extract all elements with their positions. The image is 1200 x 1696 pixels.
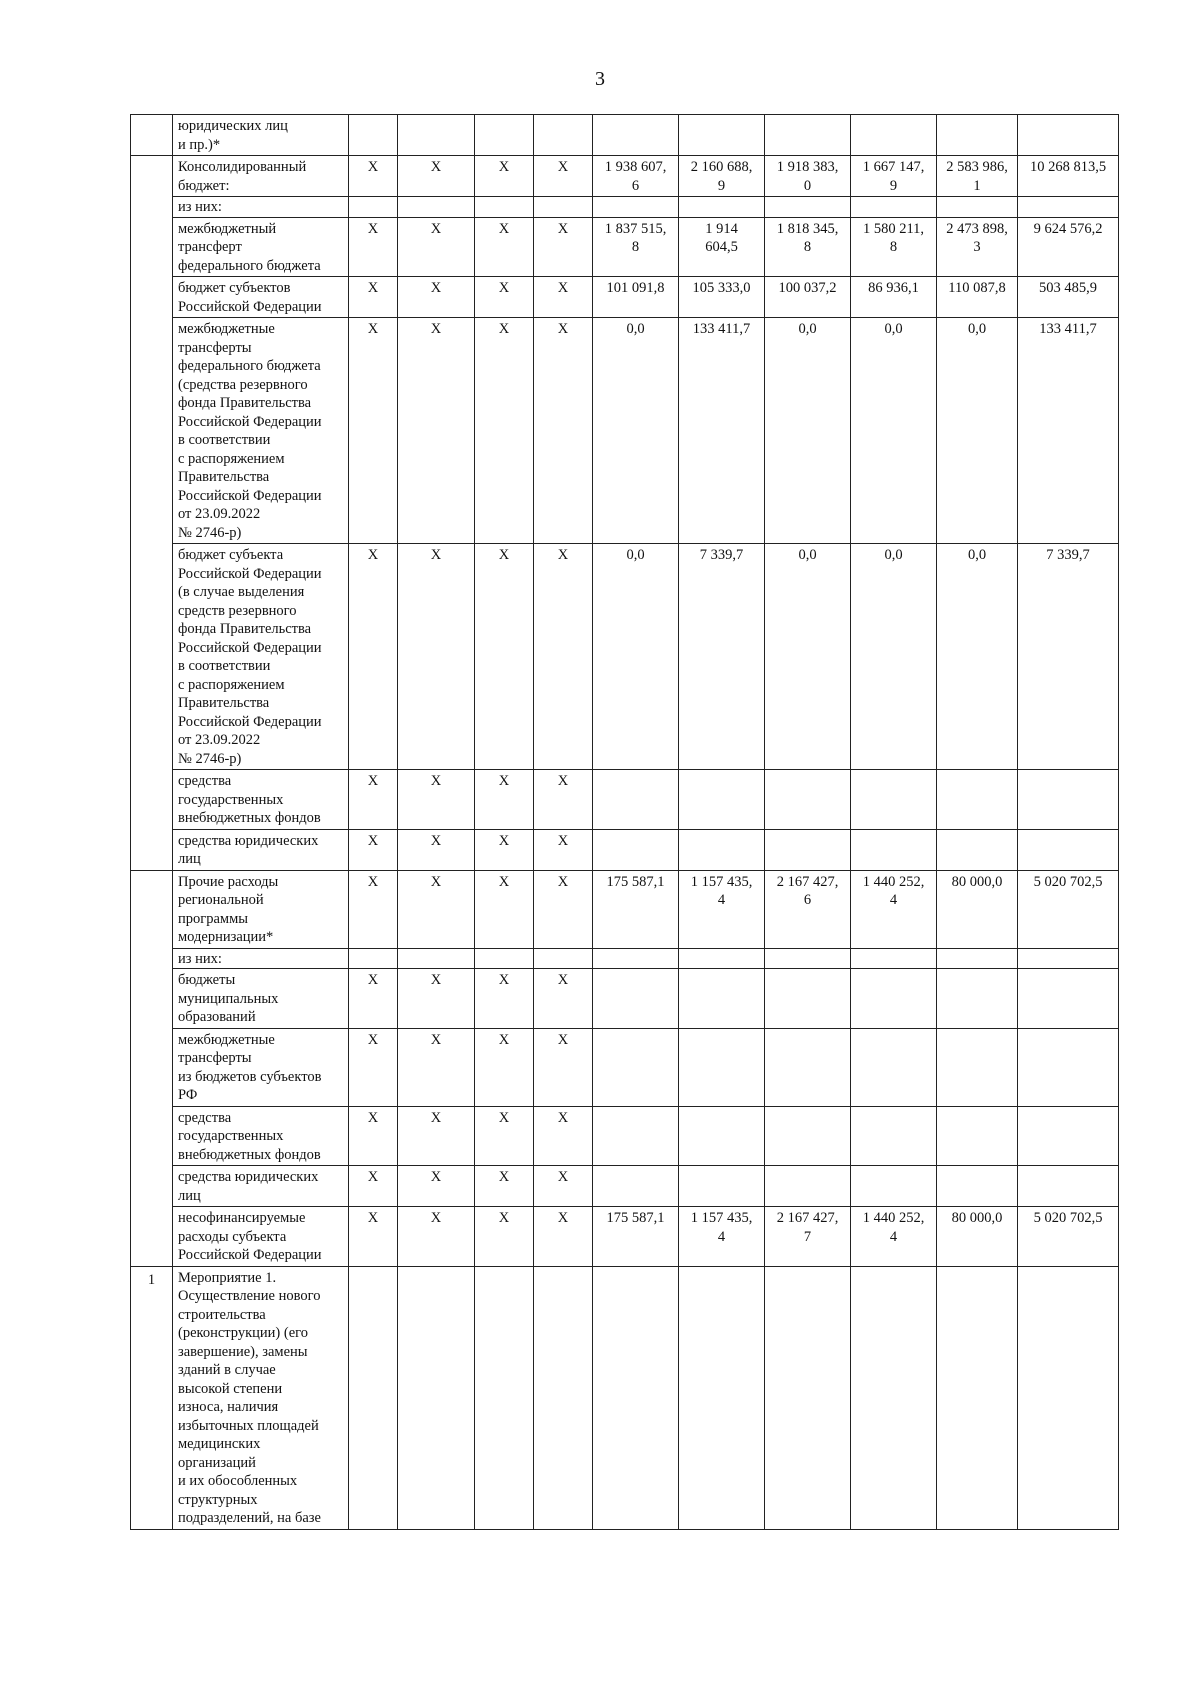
value-cell: 175 587,1: [593, 1207, 679, 1267]
table-row: [131, 1266, 1119, 1529]
value-cell: 0,0: [593, 318, 679, 544]
value-cell: [593, 1106, 679, 1166]
table-row: [131, 829, 1119, 870]
value-cell: [937, 1028, 1018, 1106]
value-cell: [1018, 1166, 1119, 1207]
mark-cell: X: [398, 217, 475, 277]
value-cell: [679, 969, 765, 1029]
row-name-cell: межбюджетные трансферты федерального бюджета (средства резервного фонда Правительства Российской Федерации в соответствии с распоряжением Правительства Российской Федерации от 23.09.2022 № 2746-р): [173, 318, 349, 544]
mark-cell: X: [475, 277, 534, 318]
mark-cell: X: [349, 544, 398, 770]
value-cell: [593, 1166, 679, 1207]
value-cell: [1018, 1028, 1119, 1106]
mark-cell: X: [398, 277, 475, 318]
row-name-cell: Консолидированный бюджет:: [173, 156, 349, 197]
value-cell: [1018, 969, 1119, 1029]
value-cell: [851, 115, 937, 156]
value-cell: [851, 948, 937, 969]
row-name-cell: несофинансируемые расходы субъекта Российской Федерации: [173, 1207, 349, 1267]
mark-cell: [475, 948, 534, 969]
table-row: [131, 197, 1119, 218]
mark-cell: X: [534, 1106, 593, 1166]
value-cell: [937, 197, 1018, 218]
value-cell: 0,0: [851, 318, 937, 544]
value-cell: [937, 969, 1018, 1029]
value-cell: [765, 115, 851, 156]
value-cell: [937, 115, 1018, 156]
mark-cell: X: [534, 1166, 593, 1207]
mark-cell: X: [475, 1106, 534, 1166]
mark-cell: X: [398, 870, 475, 948]
row-name-cell: из них:: [173, 948, 349, 969]
value-cell: 105 333,0: [679, 277, 765, 318]
value-cell: 0,0: [937, 544, 1018, 770]
table-body: [131, 115, 1119, 1530]
value-cell: [593, 969, 679, 1029]
table-row: [131, 1028, 1119, 1106]
mark-cell: X: [534, 829, 593, 870]
row-name-cell: средства юридических лиц: [173, 1166, 349, 1207]
mark-cell: X: [534, 544, 593, 770]
value-cell: 503 485,9: [1018, 277, 1119, 318]
mark-cell: X: [349, 870, 398, 948]
mark-cell: X: [475, 1028, 534, 1106]
mark-cell: X: [398, 1106, 475, 1166]
value-cell: [851, 1166, 937, 1207]
mark-cell: X: [349, 1207, 398, 1267]
mark-cell: X: [398, 318, 475, 544]
mark-cell: [534, 1266, 593, 1529]
mark-cell: X: [349, 1028, 398, 1106]
mark-cell: X: [534, 1028, 593, 1106]
table-row: [131, 1207, 1119, 1267]
value-cell: 101 091,8: [593, 277, 679, 318]
mark-cell: X: [349, 1106, 398, 1166]
value-cell: [593, 197, 679, 218]
value-cell: [851, 197, 937, 218]
mark-cell: X: [534, 217, 593, 277]
mark-cell: [398, 197, 475, 218]
value-cell: 1 440 252, 4: [851, 1207, 937, 1267]
value-cell: [1018, 1106, 1119, 1166]
value-cell: [679, 115, 765, 156]
value-cell: [851, 969, 937, 1029]
row-index-cell: [131, 870, 173, 1266]
mark-cell: [475, 197, 534, 218]
value-cell: 0,0: [937, 318, 1018, 544]
row-name-cell: из них:: [173, 197, 349, 218]
table-row: [131, 1166, 1119, 1207]
mark-cell: [349, 115, 398, 156]
mark-cell: X: [475, 318, 534, 544]
mark-cell: X: [475, 870, 534, 948]
table-row: [131, 277, 1119, 318]
value-cell: [851, 770, 937, 830]
mark-cell: X: [534, 277, 593, 318]
value-cell: [765, 969, 851, 1029]
value-cell: [765, 1028, 851, 1106]
value-cell: [937, 1266, 1018, 1529]
table-row: [131, 870, 1119, 948]
value-cell: 0,0: [851, 544, 937, 770]
value-cell: [937, 1166, 1018, 1207]
value-cell: 175 587,1: [593, 870, 679, 948]
row-name-cell: бюджет субъектов Российской Федерации: [173, 277, 349, 318]
value-cell: [1018, 115, 1119, 156]
value-cell: 0,0: [765, 318, 851, 544]
mark-cell: [534, 115, 593, 156]
value-cell: 110 087,8: [937, 277, 1018, 318]
value-cell: [765, 197, 851, 218]
value-cell: [765, 1106, 851, 1166]
value-cell: [679, 1266, 765, 1529]
value-cell: [1018, 948, 1119, 969]
mark-cell: X: [398, 156, 475, 197]
value-cell: [937, 829, 1018, 870]
table-row: [131, 1106, 1119, 1166]
mark-cell: X: [398, 1207, 475, 1267]
value-cell: 1 580 211, 8: [851, 217, 937, 277]
value-cell: 5 020 702,5: [1018, 1207, 1119, 1267]
value-cell: 80 000,0: [937, 870, 1018, 948]
mark-cell: [398, 1266, 475, 1529]
mark-cell: X: [349, 277, 398, 318]
mark-cell: [349, 948, 398, 969]
value-cell: 80 000,0: [937, 1207, 1018, 1267]
value-cell: 1 157 435, 4: [679, 870, 765, 948]
value-cell: [679, 1166, 765, 1207]
value-cell: [679, 1028, 765, 1106]
value-cell: [679, 1106, 765, 1166]
value-cell: [1018, 770, 1119, 830]
funding-table: [130, 114, 1119, 1530]
mark-cell: X: [475, 969, 534, 1029]
value-cell: 7 339,7: [679, 544, 765, 770]
row-name-cell: межбюджетный трансферт федерального бюджета: [173, 217, 349, 277]
mark-cell: X: [349, 1166, 398, 1207]
value-cell: [1018, 829, 1119, 870]
value-cell: 100 037,2: [765, 277, 851, 318]
mark-cell: X: [349, 318, 398, 544]
table-row: [131, 770, 1119, 830]
mark-cell: X: [349, 969, 398, 1029]
mark-cell: [398, 948, 475, 969]
mark-cell: X: [398, 544, 475, 770]
value-cell: 133 411,7: [679, 318, 765, 544]
value-cell: 9 624 576,2: [1018, 217, 1119, 277]
mark-cell: [349, 197, 398, 218]
value-cell: 1 914 604,5: [679, 217, 765, 277]
value-cell: 1 938 607, 6: [593, 156, 679, 197]
value-cell: 2 167 427, 7: [765, 1207, 851, 1267]
value-cell: [593, 1266, 679, 1529]
row-index-cell: [131, 156, 173, 871]
mark-cell: X: [534, 770, 593, 830]
mark-cell: X: [349, 770, 398, 830]
value-cell: 2 583 986, 1: [937, 156, 1018, 197]
mark-cell: X: [398, 770, 475, 830]
value-cell: [851, 1266, 937, 1529]
value-cell: [679, 948, 765, 969]
mark-cell: X: [398, 1166, 475, 1207]
value-cell: [765, 1266, 851, 1529]
value-cell: 2 160 688, 9: [679, 156, 765, 197]
mark-cell: X: [475, 1207, 534, 1267]
row-name-cell: бюджеты муниципальных образований: [173, 969, 349, 1029]
value-cell: 2 473 898, 3: [937, 217, 1018, 277]
row-name-cell: юридических лиц и пр.)*: [173, 115, 349, 156]
value-cell: 5 020 702,5: [1018, 870, 1119, 948]
mark-cell: [349, 1266, 398, 1529]
row-name-cell: средства государственных внебюджетных фондов: [173, 1106, 349, 1166]
page-number: 3: [595, 68, 605, 90]
mark-cell: X: [534, 969, 593, 1029]
value-cell: 1 837 515, 8: [593, 217, 679, 277]
mark-cell: [475, 1266, 534, 1529]
value-cell: [937, 948, 1018, 969]
value-cell: [851, 1106, 937, 1166]
mark-cell: X: [534, 870, 593, 948]
value-cell: 1 818 345, 8: [765, 217, 851, 277]
mark-cell: X: [398, 969, 475, 1029]
row-name-cell: средства государственных внебюджетных фондов: [173, 770, 349, 830]
mark-cell: X: [475, 829, 534, 870]
value-cell: 1 440 252, 4: [851, 870, 937, 948]
row-index-cell: 1: [131, 1266, 173, 1529]
value-cell: [851, 829, 937, 870]
mark-cell: [398, 115, 475, 156]
value-cell: [765, 829, 851, 870]
mark-cell: X: [534, 318, 593, 544]
row-name-cell: Мероприятие 1. Осуществление нового строительства (реконструкции) (его завершение), замены зданий в случае высокой степени износа, наличия избыточных площадей медицинских организаций и их обособленных структурных подразделений, на базе: [173, 1266, 349, 1529]
table-row: [131, 318, 1119, 544]
value-cell: 7 339,7: [1018, 544, 1119, 770]
mark-cell: X: [534, 156, 593, 197]
mark-cell: X: [349, 156, 398, 197]
mark-cell: [475, 115, 534, 156]
table-row: [131, 948, 1119, 969]
table-row: [131, 969, 1119, 1029]
row-index-cell: [131, 115, 173, 156]
value-cell: 2 167 427, 6: [765, 870, 851, 948]
value-cell: [679, 829, 765, 870]
value-cell: [765, 948, 851, 969]
value-cell: [851, 1028, 937, 1106]
value-cell: [593, 770, 679, 830]
value-cell: [1018, 1266, 1119, 1529]
mark-cell: X: [349, 829, 398, 870]
mark-cell: X: [534, 1207, 593, 1267]
value-cell: [937, 770, 1018, 830]
value-cell: [937, 1106, 1018, 1166]
mark-cell: X: [398, 829, 475, 870]
value-cell: [1018, 197, 1119, 218]
value-cell: [593, 948, 679, 969]
row-name-cell: бюджет субъекта Российской Федерации (в случае выделения средств резервного фонда Правительства Российской Федерации в соответствии с распоряжением Правительства Российской Федерации от 23.09.2022 № 2746-р): [173, 544, 349, 770]
value-cell: [679, 197, 765, 218]
value-cell: 0,0: [765, 544, 851, 770]
value-cell: [679, 770, 765, 830]
value-cell: 10 268 813,5: [1018, 156, 1119, 197]
value-cell: [593, 115, 679, 156]
value-cell: 1 667 147, 9: [851, 156, 937, 197]
mark-cell: X: [349, 217, 398, 277]
row-name-cell: межбюджетные трансферты из бюджетов субъектов РФ: [173, 1028, 349, 1106]
mark-cell: X: [475, 770, 534, 830]
table-row: [131, 115, 1119, 156]
mark-cell: X: [475, 1166, 534, 1207]
row-name-cell: средства юридических лиц: [173, 829, 349, 870]
value-cell: [593, 1028, 679, 1106]
mark-cell: X: [475, 544, 534, 770]
value-cell: [765, 1166, 851, 1207]
mark-cell: X: [398, 1028, 475, 1106]
mark-cell: X: [475, 156, 534, 197]
value-cell: 1 157 435, 4: [679, 1207, 765, 1267]
value-cell: [593, 829, 679, 870]
value-cell: 86 936,1: [851, 277, 937, 318]
mark-cell: X: [475, 217, 534, 277]
value-cell: 0,0: [593, 544, 679, 770]
value-cell: 133 411,7: [1018, 318, 1119, 544]
mark-cell: [534, 948, 593, 969]
value-cell: [765, 770, 851, 830]
row-name-cell: Прочие расходы региональной программы модернизации*: [173, 870, 349, 948]
table-row: [131, 544, 1119, 770]
table-row: [131, 217, 1119, 277]
table-row: [131, 156, 1119, 197]
value-cell: 1 918 383, 0: [765, 156, 851, 197]
mark-cell: [534, 197, 593, 218]
